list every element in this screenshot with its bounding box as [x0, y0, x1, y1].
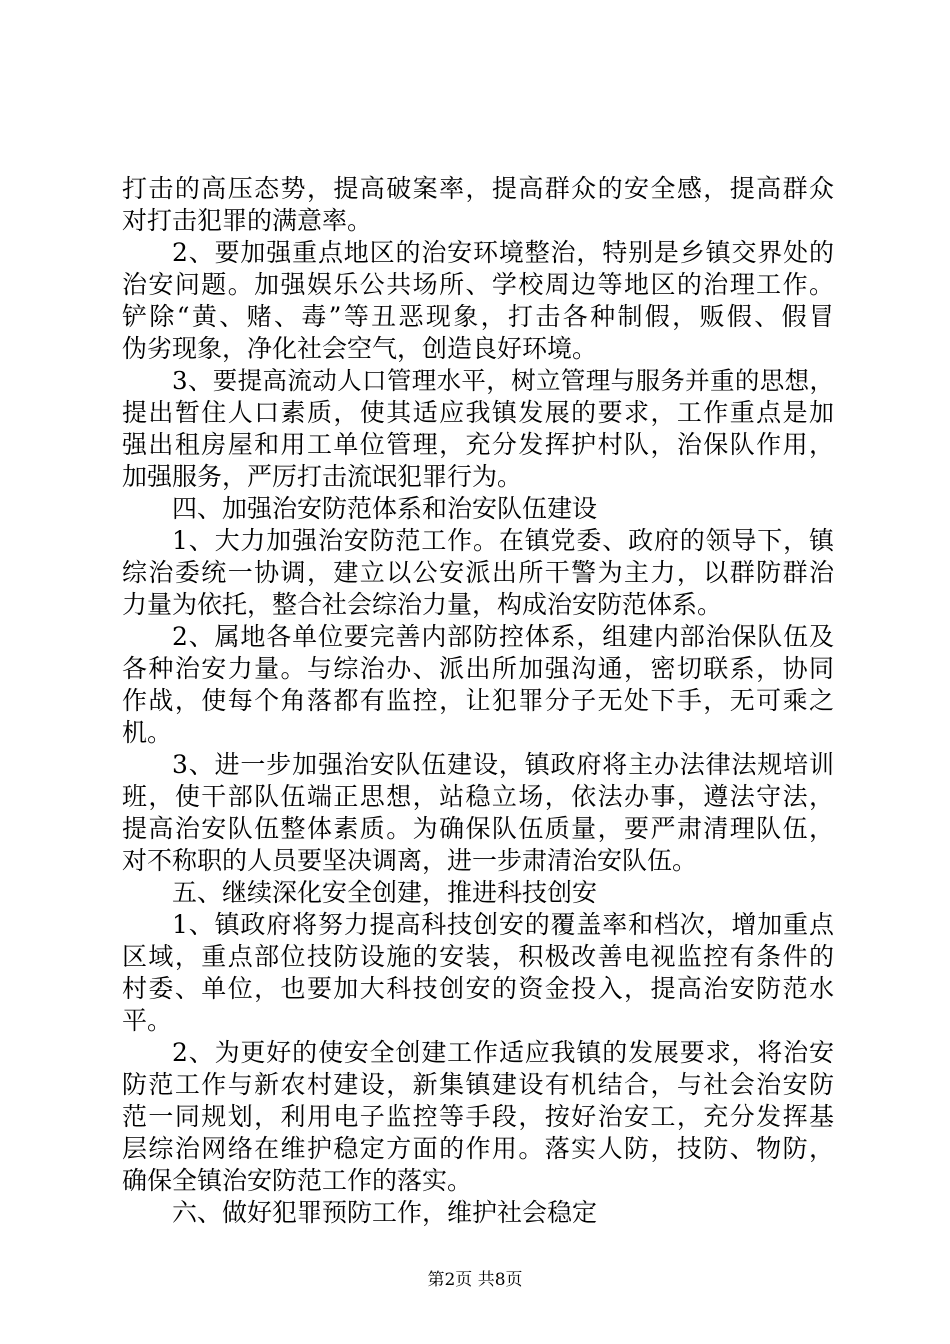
text-line: 提高治安队伍整体素质。为确保队伍质量，要严肃清理队伍，	[122, 814, 834, 843]
page-footer: 第2页 共8页	[427, 1270, 523, 1290]
text-line: 1、大力加强治安防范工作。在镇党委、政府的领导下，镇	[172, 526, 834, 555]
text-line: 对打击犯罪的满意率。	[122, 206, 373, 235]
text-line: 2、属地各单位要完善内部防控体系，组建内部治保队伍及	[172, 622, 834, 651]
text-line: 机。	[122, 718, 173, 747]
document-body	[122, 173, 834, 1229]
text-line: 加强服务，严厉打击流氓犯罪行为。	[122, 462, 523, 491]
text-line: 五、继续深化安全创建，推进科技创安	[172, 878, 598, 907]
text-line: 提出暂住人口素质，使其适应我镇发展的要求，工作重点是加	[122, 398, 834, 427]
text-line: 3、要提高流动人口管理水平，树立管理与服务并重的思想，	[172, 366, 834, 395]
text-line: 四、加强治安防范体系和治安队伍建设	[172, 494, 598, 523]
text-line: 平。	[122, 1006, 173, 1035]
text-line: 强出租房屋和用工单位管理，充分发挥护村队，治保队作用，	[122, 430, 834, 459]
text-line: 打击的高压态势，提高破案率，提高群众的安全感，提高群众	[122, 174, 834, 203]
text-line: 对不称职的人员要坚决调离，进一步肃清治安队伍。	[122, 846, 698, 875]
text-line: 防范工作与新农村建设，新集镇建设有机结合，与社会治安防	[122, 1070, 834, 1099]
text-line: 六、做好犯罪预防工作，维护社会稳定	[172, 1198, 598, 1227]
text-line: 范一同规划，利用电子监控等手段，按好治安工，充分发挥基	[122, 1102, 834, 1131]
text-line: 铲除“黄、赌、毒”等丑恶现象，打击各种制假，贩假、假冒	[122, 302, 834, 331]
text-line: 作战，使每个角落都有监控，让犯罪分子无处下手，无可乘之	[122, 686, 834, 715]
text-line: 村委、单位，也要加大科技创安的资金投入，提高治安防范水	[122, 974, 834, 1003]
text-line: 3、进一步加强治安队伍建设，镇政府将主办法律法规培训	[172, 750, 834, 779]
text-line: 2、为更好的使安全创建工作适应我镇的发展要求，将治安	[172, 1038, 834, 1067]
text-line: 2、要加强重点地区的治安环境整治，特别是乡镇交界处的	[172, 238, 834, 267]
text-line: 层综治网络在维护稳定方面的作用。落实人防，技防、物防，	[122, 1134, 834, 1163]
text-line: 治安问题。加强娱乐公共场所、学校周边等地区的治理工作。	[122, 270, 834, 299]
text-line: 力量为依托，整合社会综治力量，构成治安防范体系。	[122, 590, 723, 619]
text-line: 各种治安力量。与综治办、派出所加强沟通，密切联系，协同	[122, 654, 834, 683]
text-line: 班，使干部队伍端正思想，站稳立场，依法办事，遵法守法，	[122, 782, 834, 811]
text-line: 1、镇政府将努力提高科技创安的覆盖率和档次，增加重点	[172, 910, 834, 939]
text-line: 区域，重点部位技防设施的安装，积极改善电视监控有条件的	[122, 942, 834, 971]
text-line: 综治委统一协调，建立以公安派出所干警为主力，以群防群治	[122, 558, 834, 587]
text-line: 确保全镇治安防范工作的落实。	[122, 1166, 473, 1195]
text-line: 伪劣现象，净化社会空气，创造良好环境。	[122, 334, 598, 363]
